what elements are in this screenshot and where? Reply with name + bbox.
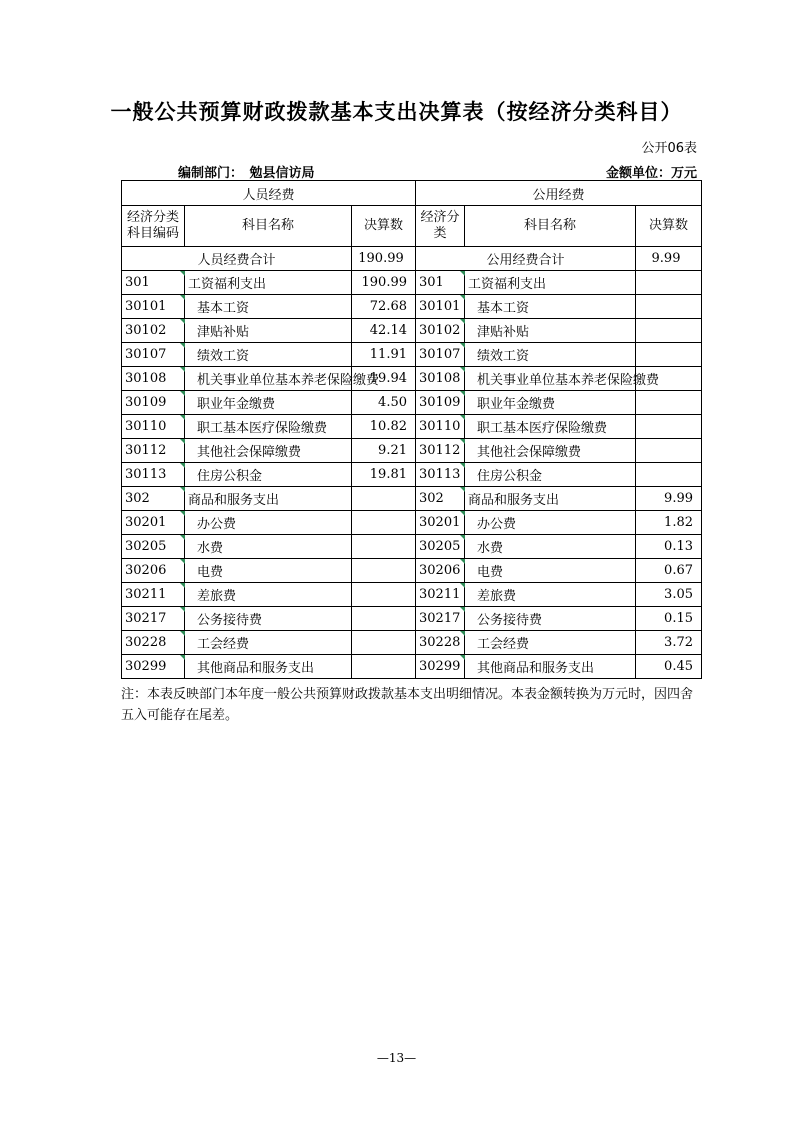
left-amount-cell: 19.81 <box>352 463 416 487</box>
left-amount-cell: 42.14 <box>352 319 416 343</box>
left-code-cell: 30228 <box>122 631 185 655</box>
table-row <box>122 439 702 463</box>
left-name-cell: 工会经费 <box>185 631 352 655</box>
left-name-cell: 其他商品和服务支出 <box>185 655 352 679</box>
expenditure-table <box>121 180 702 679</box>
left-code-cell: 301 <box>122 271 185 295</box>
right-code-cell: 30228 <box>416 631 465 655</box>
right-code-cell: 30107 <box>416 343 465 367</box>
right-name-cell: 办公费 <box>465 511 636 535</box>
table-row <box>122 295 702 319</box>
left-name-cell: 公务接待费 <box>185 607 352 631</box>
left-amount-cell <box>352 511 416 535</box>
left-code-cell: 30112 <box>122 439 185 463</box>
right-name-cell: 工资福利支出 <box>465 271 636 295</box>
department-label: 编制部门： 勉县信访局 <box>178 166 315 181</box>
table-row <box>122 415 702 439</box>
left-amount-cell: 10.82 <box>352 415 416 439</box>
left-amount-cell: 72.68 <box>352 295 416 319</box>
left-name-cell: 其他社会保障缴费 <box>185 439 352 463</box>
right-code-cell: 30205 <box>416 535 465 559</box>
right-amount-cell <box>636 271 702 295</box>
left-amount-cell <box>352 607 416 631</box>
left-code-cell: 30206 <box>122 559 185 583</box>
table-row <box>122 559 702 583</box>
right-name-cell: 住房公积金 <box>465 463 636 487</box>
left-name-cell: 绩效工资 <box>185 343 352 367</box>
right-amount-cell: 0.13 <box>636 535 702 559</box>
left-name-cell: 津贴补贴 <box>185 319 352 343</box>
left-code-cell: 30110 <box>122 415 185 439</box>
table-row <box>122 583 702 607</box>
left-code-cell: 30107 <box>122 343 185 367</box>
form-number: 公开06表 <box>641 141 697 156</box>
right-code-cell: 30211 <box>416 583 465 607</box>
personnel-total-label: 人员经费合计 <box>122 247 352 271</box>
public-total-label: 公用经费合计 <box>416 247 636 271</box>
left-amount-cell: 4.50 <box>352 391 416 415</box>
left-name-cell: 基本工资 <box>185 295 352 319</box>
right-amount-cell: 0.67 <box>636 559 702 583</box>
table-row <box>122 655 702 679</box>
right-amount-cell <box>636 319 702 343</box>
table-row <box>122 271 702 295</box>
header-amount-left: 决算数 <box>352 206 416 247</box>
right-name-cell: 电费 <box>465 559 636 583</box>
right-code-cell: 301 <box>416 271 465 295</box>
right-name-cell: 绩效工资 <box>465 343 636 367</box>
right-amount-cell: 0.45 <box>636 655 702 679</box>
right-code-cell: 30110 <box>416 415 465 439</box>
header-code-right: 经济分类 <box>416 206 465 247</box>
table-row <box>122 511 702 535</box>
left-amount-cell <box>352 583 416 607</box>
left-code-cell: 302 <box>122 487 185 511</box>
left-code-cell: 30299 <box>122 655 185 679</box>
header-row-columns <box>122 206 702 247</box>
left-code-cell: 30201 <box>122 511 185 535</box>
page-title: 一般公共预算财政拨款基本支出决算表（按经济分类科目） <box>110 100 683 124</box>
right-code-cell: 30112 <box>416 439 465 463</box>
table-row <box>122 343 702 367</box>
right-amount-cell: 3.05 <box>636 583 702 607</box>
left-code-cell: 30205 <box>122 535 185 559</box>
left-code-cell: 30108 <box>122 367 185 391</box>
left-amount-cell: 11.91 <box>352 343 416 367</box>
header-name-left: 科目名称 <box>185 206 352 247</box>
left-code-cell: 30109 <box>122 391 185 415</box>
header-code-left: 经济分类科目编码 <box>122 206 185 247</box>
left-code-cell: 30211 <box>122 583 185 607</box>
left-name-cell: 差旅费 <box>185 583 352 607</box>
right-amount-cell <box>636 391 702 415</box>
left-amount-cell: 19.94 <box>352 367 416 391</box>
left-name-cell: 商品和服务支出 <box>185 487 352 511</box>
right-code-cell: 30101 <box>416 295 465 319</box>
header-name-right: 科目名称 <box>465 206 636 247</box>
header-amount-right: 决算数 <box>636 206 702 247</box>
right-code-cell: 30206 <box>416 559 465 583</box>
right-amount-cell <box>636 463 702 487</box>
unit-label: 金额单位：万元 <box>605 166 697 181</box>
left-name-cell: 办公费 <box>185 511 352 535</box>
left-amount-cell <box>352 559 416 583</box>
left-code-cell: 30113 <box>122 463 185 487</box>
left-amount-cell <box>352 535 416 559</box>
table-row <box>122 487 702 511</box>
left-name-cell: 工资福利支出 <box>185 271 352 295</box>
right-name-cell: 水费 <box>465 535 636 559</box>
table-row <box>122 319 702 343</box>
right-name-cell: 职业年金缴费 <box>465 391 636 415</box>
right-name-cell: 商品和服务支出 <box>465 487 636 511</box>
table-row <box>122 607 702 631</box>
right-name-cell: 津贴补贴 <box>465 319 636 343</box>
right-amount-cell <box>636 295 702 319</box>
left-name-cell: 职工基本医疗保险缴费 <box>185 415 352 439</box>
right-code-cell: 30113 <box>416 463 465 487</box>
left-amount-cell <box>352 487 416 511</box>
right-code-cell: 30201 <box>416 511 465 535</box>
right-amount-cell <box>636 343 702 367</box>
right-name-cell: 工会经费 <box>465 631 636 655</box>
left-name-cell: 住房公积金 <box>185 463 352 487</box>
table-row <box>122 535 702 559</box>
right-amount-cell: 3.72 <box>636 631 702 655</box>
left-name-cell: 电费 <box>185 559 352 583</box>
right-amount-cell <box>636 439 702 463</box>
right-code-cell: 30299 <box>416 655 465 679</box>
left-amount-cell: 9.21 <box>352 439 416 463</box>
right-name-cell: 其他商品和服务支出 <box>465 655 636 679</box>
left-amount-cell <box>352 655 416 679</box>
right-amount-cell: 0.15 <box>636 607 702 631</box>
right-amount-cell: 1.82 <box>636 511 702 535</box>
right-code-cell: 30102 <box>416 319 465 343</box>
right-name-cell: 基本工资 <box>465 295 636 319</box>
footnote: 注：本表反映部门本年度一般公共预算财政拨款基本支出明细情况。本表金额转换为万元时，因四舍五入可能存在尾差。 <box>121 687 694 723</box>
header-row-groups <box>122 181 702 206</box>
totals-row <box>122 247 702 271</box>
right-code-cell: 30109 <box>416 391 465 415</box>
table-row <box>122 367 702 391</box>
table-row <box>122 463 702 487</box>
left-amount-cell: 190.99 <box>352 271 416 295</box>
right-name-cell: 其他社会保障缴费 <box>465 439 636 463</box>
right-code-cell: 30217 <box>416 607 465 631</box>
header-personnel: 人员经费 <box>122 181 416 206</box>
right-name-cell: 职工基本医疗保险缴费 <box>465 415 636 439</box>
left-name-cell: 职业年金缴费 <box>185 391 352 415</box>
right-code-cell: 302 <box>416 487 465 511</box>
header-public: 公用经费 <box>416 181 702 206</box>
table-row <box>122 631 702 655</box>
public-total-value: 9.99 <box>636 247 702 271</box>
left-name-cell: 机关事业单位基本养老保险缴费 <box>185 367 352 391</box>
page-number: —13— <box>376 1051 417 1065</box>
left-code-cell: 30217 <box>122 607 185 631</box>
right-name-cell: 公务接待费 <box>465 607 636 631</box>
left-name-cell: 水费 <box>185 535 352 559</box>
table-row <box>122 391 702 415</box>
left-amount-cell <box>352 631 416 655</box>
left-code-cell: 30102 <box>122 319 185 343</box>
personnel-total-value: 190.99 <box>352 247 416 271</box>
right-name-cell: 差旅费 <box>465 583 636 607</box>
right-code-cell: 30108 <box>416 367 465 391</box>
right-amount-cell <box>636 415 702 439</box>
right-amount-cell: 9.99 <box>636 487 702 511</box>
right-name-cell: 机关事业单位基本养老保险缴费 <box>465 367 636 391</box>
left-code-cell: 30101 <box>122 295 185 319</box>
